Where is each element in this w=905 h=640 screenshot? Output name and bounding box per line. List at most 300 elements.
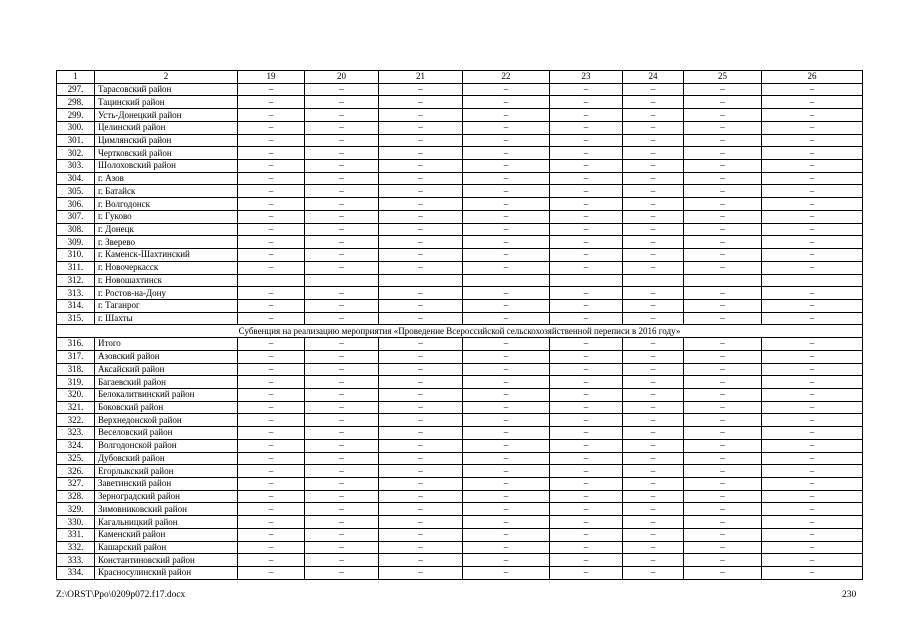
table-row <box>57 528 863 541</box>
value-cell: – <box>623 312 684 325</box>
value-cell: – <box>238 109 305 122</box>
value-cell: – <box>550 160 623 173</box>
table-row <box>57 465 863 478</box>
value-cell: – <box>623 452 684 465</box>
value-cell: – <box>379 452 463 465</box>
value-cell: – <box>379 478 463 491</box>
value-cell: – <box>379 567 463 580</box>
value-cell: – <box>463 109 550 122</box>
row-name: Чертковский район <box>95 147 238 160</box>
row-number: 322. <box>57 414 95 427</box>
value-cell: – <box>238 478 305 491</box>
row-name: г. Каменск-Шахтинский <box>95 249 238 262</box>
row-number: 297. <box>57 83 95 96</box>
value-cell: – <box>238 541 305 554</box>
value-cell: – <box>762 503 863 516</box>
value-cell: – <box>623 350 684 363</box>
row-name: Азовский район <box>95 350 238 363</box>
value-cell: – <box>550 465 623 478</box>
value-cell: – <box>305 109 379 122</box>
row-number: 301. <box>57 134 95 147</box>
table-row <box>57 134 863 147</box>
value-cell: – <box>463 299 550 312</box>
row-name: г. Таганрог <box>95 299 238 312</box>
value-cell: – <box>623 388 684 401</box>
value-cell: – <box>684 376 762 389</box>
value-cell: – <box>463 439 550 452</box>
value-cell: – <box>623 96 684 109</box>
value-cell: – <box>762 490 863 503</box>
row-number: 303. <box>57 160 95 173</box>
value-cell: – <box>550 134 623 147</box>
row-number: 312. <box>57 274 95 287</box>
value-cell: – <box>762 198 863 211</box>
value-cell: – <box>463 287 550 300</box>
row-number: 302. <box>57 147 95 160</box>
row-number: 321. <box>57 401 95 414</box>
value-cell: – <box>463 465 550 478</box>
value-cell: – <box>238 376 305 389</box>
value-cell: – <box>684 147 762 160</box>
value-cell: – <box>379 376 463 389</box>
value-cell: – <box>623 338 684 351</box>
value-cell: – <box>623 401 684 414</box>
row-name: г. Донецк <box>95 223 238 236</box>
table-row <box>57 312 863 325</box>
row-name: Заветинский район <box>95 478 238 491</box>
value-cell: – <box>684 160 762 173</box>
value-cell: – <box>238 287 305 300</box>
value-cell: – <box>623 134 684 147</box>
value-cell: – <box>550 516 623 529</box>
value-cell: – <box>238 363 305 376</box>
table-row <box>57 376 863 389</box>
value-cell: – <box>238 249 305 262</box>
value-cell <box>379 274 463 287</box>
value-cell: – <box>623 541 684 554</box>
header-cell: 19 <box>238 71 305 84</box>
value-cell: – <box>684 427 762 440</box>
value-cell: – <box>550 198 623 211</box>
value-cell: – <box>305 516 379 529</box>
value-cell: – <box>762 567 863 580</box>
row-number: 311. <box>57 261 95 274</box>
value-cell: – <box>762 376 863 389</box>
value-cell: – <box>463 261 550 274</box>
value-cell: – <box>238 503 305 516</box>
row-name: Егорлыкский район <box>95 465 238 478</box>
table-row <box>57 541 863 554</box>
value-cell: – <box>463 338 550 351</box>
value-cell: – <box>762 350 863 363</box>
value-cell: – <box>623 172 684 185</box>
row-name: Каменский район <box>95 528 238 541</box>
value-cell: – <box>305 452 379 465</box>
value-cell: – <box>379 160 463 173</box>
value-cell: – <box>684 465 762 478</box>
value-cell: – <box>379 363 463 376</box>
row-number: 334. <box>57 567 95 580</box>
value-cell: – <box>463 478 550 491</box>
value-cell: – <box>238 427 305 440</box>
value-cell: – <box>463 490 550 503</box>
value-cell <box>623 274 684 287</box>
value-cell: – <box>379 528 463 541</box>
table-row <box>57 516 863 529</box>
value-cell: – <box>762 134 863 147</box>
value-cell: – <box>550 210 623 223</box>
value-cell: – <box>550 223 623 236</box>
value-cell: – <box>684 439 762 452</box>
value-cell: – <box>463 312 550 325</box>
value-cell <box>684 274 762 287</box>
value-cell: – <box>550 376 623 389</box>
value-cell: – <box>550 261 623 274</box>
value-cell: – <box>305 427 379 440</box>
value-cell: – <box>684 223 762 236</box>
value-cell: – <box>463 147 550 160</box>
value-cell: – <box>379 388 463 401</box>
value-cell: – <box>305 401 379 414</box>
value-cell: – <box>463 160 550 173</box>
row-number: 314. <box>57 299 95 312</box>
table-row <box>57 287 863 300</box>
value-cell: – <box>684 249 762 262</box>
value-cell: – <box>305 439 379 452</box>
value-cell: – <box>305 172 379 185</box>
value-cell: – <box>623 121 684 134</box>
header-cell: 25 <box>684 71 762 84</box>
value-cell: – <box>684 96 762 109</box>
value-cell: – <box>305 210 379 223</box>
row-name: Веселовский район <box>95 427 238 440</box>
value-cell: – <box>305 160 379 173</box>
table-row <box>57 388 863 401</box>
value-cell: – <box>762 287 863 300</box>
row-name: Тарасовский район <box>95 83 238 96</box>
value-cell: – <box>238 185 305 198</box>
value-cell: – <box>238 121 305 134</box>
value-cell: – <box>463 96 550 109</box>
value-cell: – <box>684 109 762 122</box>
value-cell: – <box>463 401 550 414</box>
value-cell: – <box>379 439 463 452</box>
value-cell: – <box>238 401 305 414</box>
value-cell: – <box>623 147 684 160</box>
row-number: 304. <box>57 172 95 185</box>
value-cell: – <box>684 503 762 516</box>
value-cell: – <box>305 490 379 503</box>
value-cell: – <box>550 503 623 516</box>
value-cell: – <box>238 299 305 312</box>
row-name: г. Ростов-на-Дону <box>95 287 238 300</box>
value-cell: – <box>623 465 684 478</box>
row-name: г. Зверево <box>95 236 238 249</box>
value-cell: – <box>684 490 762 503</box>
row-number: 320. <box>57 388 95 401</box>
value-cell: – <box>305 261 379 274</box>
value-cell: – <box>550 541 623 554</box>
page-number: 230 <box>842 590 857 600</box>
table-row <box>57 274 863 287</box>
row-number: 307. <box>57 210 95 223</box>
value-cell: – <box>463 236 550 249</box>
row-number: 326. <box>57 465 95 478</box>
value-cell: – <box>684 452 762 465</box>
value-cell: – <box>550 338 623 351</box>
table-row <box>57 172 863 185</box>
table-row <box>57 427 863 440</box>
value-cell: – <box>762 121 863 134</box>
value-cell: – <box>762 401 863 414</box>
row-name: г. Новошахтинск <box>95 274 238 287</box>
value-cell: – <box>550 299 623 312</box>
value-cell: – <box>238 554 305 567</box>
value-cell: – <box>623 516 684 529</box>
row-number: 331. <box>57 528 95 541</box>
row-name: Зимовниковский район <box>95 503 238 516</box>
header-row <box>57 71 863 84</box>
row-name: Багаевский район <box>95 376 238 389</box>
value-cell: – <box>684 236 762 249</box>
value-cell: – <box>762 439 863 452</box>
value-cell: – <box>305 338 379 351</box>
table-row <box>57 249 863 262</box>
table-row <box>57 261 863 274</box>
row-number: 298. <box>57 96 95 109</box>
row-name: Усть-Донецкий район <box>95 109 238 122</box>
value-cell: – <box>684 172 762 185</box>
table-row <box>57 236 863 249</box>
value-cell <box>550 274 623 287</box>
value-cell: – <box>463 541 550 554</box>
value-cell: – <box>550 427 623 440</box>
value-cell: – <box>762 223 863 236</box>
value-cell: – <box>238 516 305 529</box>
value-cell: – <box>238 134 305 147</box>
value-cell: – <box>305 249 379 262</box>
value-cell: – <box>684 121 762 134</box>
table-row <box>57 452 863 465</box>
row-name: Константиновский район <box>95 554 238 567</box>
value-cell: – <box>305 147 379 160</box>
table-row <box>57 401 863 414</box>
value-cell: – <box>379 287 463 300</box>
value-cell: – <box>684 350 762 363</box>
value-cell: – <box>305 236 379 249</box>
value-cell: – <box>762 312 863 325</box>
header-cell: 21 <box>379 71 463 84</box>
row-name: г. Новочеркасск <box>95 261 238 274</box>
value-cell: – <box>684 83 762 96</box>
value-cell: – <box>684 528 762 541</box>
value-cell: – <box>550 96 623 109</box>
value-cell: – <box>379 312 463 325</box>
header-cell: 26 <box>762 71 863 84</box>
value-cell: – <box>762 261 863 274</box>
value-cell: – <box>305 185 379 198</box>
value-cell: – <box>550 185 623 198</box>
row-number: 308. <box>57 223 95 236</box>
value-cell: – <box>684 338 762 351</box>
value-cell: – <box>684 363 762 376</box>
table-row <box>57 109 863 122</box>
value-cell: – <box>379 210 463 223</box>
value-cell: – <box>379 516 463 529</box>
value-cell: – <box>379 541 463 554</box>
value-cell: – <box>305 96 379 109</box>
value-cell: – <box>238 452 305 465</box>
value-cell: – <box>238 567 305 580</box>
row-name: г. Гуково <box>95 210 238 223</box>
value-cell: – <box>623 210 684 223</box>
value-cell: – <box>623 249 684 262</box>
row-number: 333. <box>57 554 95 567</box>
value-cell: – <box>238 210 305 223</box>
value-cell: – <box>623 478 684 491</box>
value-cell: – <box>623 109 684 122</box>
row-number: 324. <box>57 439 95 452</box>
value-cell: – <box>379 185 463 198</box>
value-cell: – <box>379 503 463 516</box>
value-cell: – <box>550 287 623 300</box>
value-cell <box>463 274 550 287</box>
value-cell: – <box>762 160 863 173</box>
value-cell <box>305 274 379 287</box>
row-name: Аксайский район <box>95 363 238 376</box>
value-cell: – <box>463 249 550 262</box>
value-cell: – <box>305 299 379 312</box>
value-cell: – <box>305 554 379 567</box>
value-cell: – <box>238 528 305 541</box>
value-cell: – <box>379 261 463 274</box>
value-cell: – <box>463 554 550 567</box>
value-cell: – <box>305 541 379 554</box>
value-cell: – <box>550 172 623 185</box>
value-cell: – <box>379 83 463 96</box>
section-row <box>57 325 863 338</box>
value-cell: – <box>684 261 762 274</box>
value-cell: – <box>305 388 379 401</box>
value-cell: – <box>623 236 684 249</box>
value-cell: – <box>463 198 550 211</box>
table-row <box>57 363 863 376</box>
value-cell: – <box>550 439 623 452</box>
value-cell: – <box>305 376 379 389</box>
row-number: 325. <box>57 452 95 465</box>
value-cell: – <box>623 223 684 236</box>
value-cell: – <box>684 478 762 491</box>
row-number: 318. <box>57 363 95 376</box>
value-cell: – <box>550 83 623 96</box>
footer-file-path: Z:\ORST\Ppo\0209p072.f17.docx <box>56 590 186 600</box>
row-name: г. Азов <box>95 172 238 185</box>
value-cell: – <box>550 452 623 465</box>
value-cell: – <box>762 465 863 478</box>
value-cell: – <box>238 312 305 325</box>
value-cell: – <box>684 198 762 211</box>
value-cell: – <box>238 96 305 109</box>
value-cell: – <box>238 236 305 249</box>
value-cell: – <box>463 223 550 236</box>
value-cell: – <box>684 312 762 325</box>
row-number: 330. <box>57 516 95 529</box>
value-cell: – <box>684 401 762 414</box>
value-cell: – <box>684 516 762 529</box>
header-cell: 23 <box>550 71 623 84</box>
value-cell: – <box>305 350 379 363</box>
table-row <box>57 198 863 211</box>
value-cell: – <box>623 414 684 427</box>
value-cell: – <box>684 134 762 147</box>
value-cell: – <box>463 121 550 134</box>
value-cell: – <box>623 83 684 96</box>
table-row <box>57 147 863 160</box>
value-cell: – <box>762 541 863 554</box>
value-cell: – <box>463 452 550 465</box>
value-cell: – <box>684 414 762 427</box>
row-number: 327. <box>57 478 95 491</box>
value-cell: – <box>305 478 379 491</box>
value-cell: – <box>550 312 623 325</box>
value-cell: – <box>305 363 379 376</box>
value-cell: – <box>305 121 379 134</box>
table-row <box>57 478 863 491</box>
value-cell: – <box>238 388 305 401</box>
value-cell: – <box>379 236 463 249</box>
value-cell: – <box>238 147 305 160</box>
value-cell: – <box>305 567 379 580</box>
value-cell: – <box>762 249 863 262</box>
value-cell: – <box>463 134 550 147</box>
value-cell: – <box>684 185 762 198</box>
row-name: Цимлянский район <box>95 134 238 147</box>
row-name: г. Батайск <box>95 185 238 198</box>
table-row <box>57 567 863 580</box>
value-cell: – <box>238 338 305 351</box>
row-number: 300. <box>57 121 95 134</box>
header-cell: 24 <box>623 71 684 84</box>
value-cell: – <box>238 172 305 185</box>
value-cell: – <box>623 287 684 300</box>
value-cell: – <box>305 223 379 236</box>
value-cell: – <box>305 198 379 211</box>
value-cell: – <box>238 439 305 452</box>
row-number: 319. <box>57 376 95 389</box>
value-cell: – <box>379 350 463 363</box>
value-cell: – <box>305 312 379 325</box>
value-cell: – <box>305 465 379 478</box>
row-name: Итого <box>95 338 238 351</box>
row-name: Волгодонской район <box>95 439 238 452</box>
value-cell: – <box>684 299 762 312</box>
value-cell: – <box>379 172 463 185</box>
value-cell: – <box>379 401 463 414</box>
value-cell: – <box>762 109 863 122</box>
value-cell: – <box>379 414 463 427</box>
row-name: Зерноградский район <box>95 490 238 503</box>
value-cell: – <box>379 554 463 567</box>
value-cell: – <box>684 567 762 580</box>
value-cell: – <box>623 490 684 503</box>
value-cell: – <box>684 388 762 401</box>
row-name: Кагальницкий район <box>95 516 238 529</box>
value-cell: – <box>305 503 379 516</box>
value-cell: – <box>379 121 463 134</box>
value-cell: – <box>550 147 623 160</box>
value-cell: – <box>623 376 684 389</box>
row-name: Кашарский район <box>95 541 238 554</box>
